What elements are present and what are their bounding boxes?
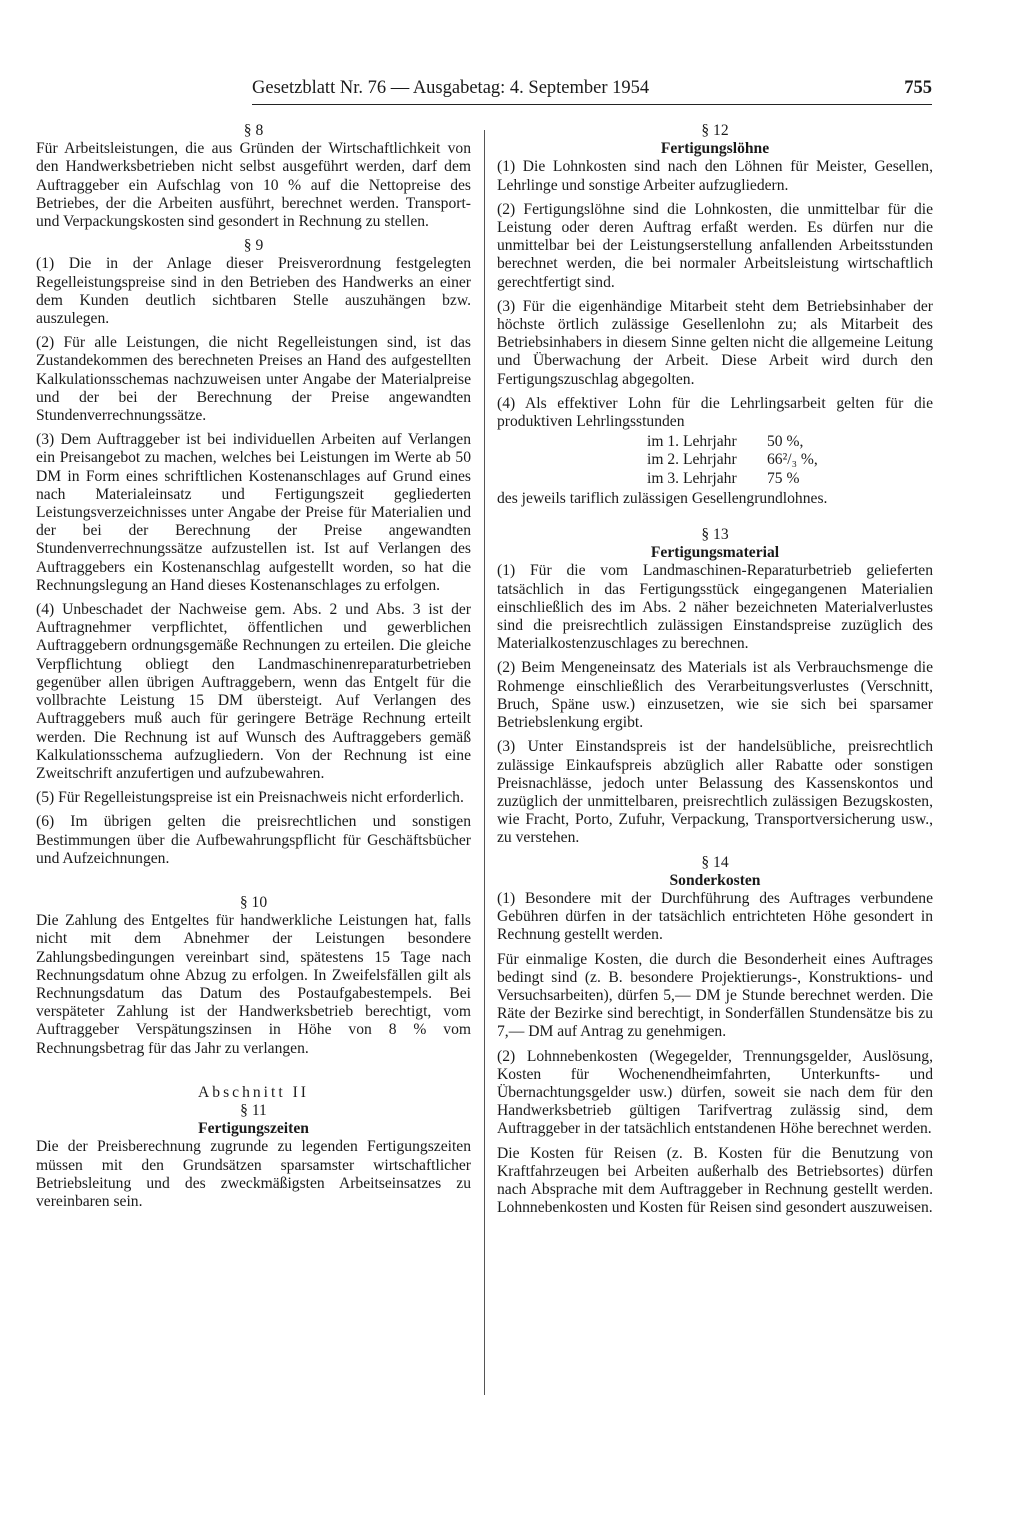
section-14-title: Sonderkosten <box>669 871 761 889</box>
column-divider <box>484 130 485 1395</box>
section-13-paragraph-2: (2) Beim Mengeneinsatz des Materials ist als Verbrauchsmenge die Rohmenge einschließlich des Verarbeitungsverlustes (Verschnitt, Bruch, Späne usw.) einzusetzen, wie sie sich bei sparsamer Betriebslenkung ergibt. <box>497 659 933 732</box>
section-9-heading: § 9 <box>243 237 264 255</box>
rate-value: 50 %, <box>767 433 804 451</box>
page-number: 755 <box>904 78 932 98</box>
section-9-paragraph-6: (6) Im übrigen gelten die preisrechtlichen und sonstigen Bestimmungen über die Aufbewahrungspflicht für Geschäftsbücher und Aufzeichnungen. <box>36 813 471 867</box>
section-8-paragraph: Für Arbeitsleistungen, die aus Gründen der Wirtschaftlichkeit von den Handwerksbetrieben nicht selbst ausgeführt werden, darf dem Auftraggeber ein Aufschlag von 10 % auf die Nettopreise des Betriebes, der die Arbeiten ausführt, berechnet werden. Transport- und Verpackungskosten sind gesondert in Rechnung zu stellen. <box>36 140 471 231</box>
rate-label: im 2. Lehrjahr <box>647 451 737 469</box>
right-column <box>497 122 933 1223</box>
section-12-paragraph-1: (1) Die Lohnkosten sind nach den Löhnen für Meister, Gesellen, Lehrlinge und sonstige Arbeiter aufzugliedern. <box>497 158 933 194</box>
rate-row <box>647 470 933 488</box>
section-8-heading: § 8 <box>243 122 264 139</box>
section-14-paragraph-1: (1) Besondere mit der Durchführung des Auftrages verbundene Gebühren dürfen in der tatsächlich entrichteten Höhe gesondert in Rechnung gestellt werden. <box>497 889 933 944</box>
section-14-paragraph-2: Für einmalige Kosten, die durch die Besonderheit eines Auftrages bedingt sind (z. B. besondere Projektierungs-, Konstruktions- und Versuchsarbeiten), dürfen 5,— DM je Stunde berechnet werden. Die Räte der Bezirke sind berechtigt, in Sonderfällen Stundensätze bis zu 7,— DM auf Antrag zu genehmigen. <box>497 950 933 1041</box>
section-12-paragraph-4: (4) Als effektiver Lohn für die Lehrlingsarbeit gelten für die produktiven Lehrlingsstunden <box>497 394 933 431</box>
rate-label: im 3. Lehrjahr <box>647 469 737 487</box>
page-header <box>252 78 932 104</box>
left-column <box>36 122 471 1217</box>
section-10-heading: § 10 <box>239 893 268 911</box>
section-13-paragraph-3: (3) Unter Einstandspreis ist der handelsübliche, preisrechtlich zulässige Einkaufspreis abzüglich aller Rabatte oder sonstigen Preisnachlässe, jedoch unter Belassung des Kassenskontos und zuzüglich der unmittelbaren, preisrechtlich zulässigen Bezugskosten, wie Fracht, Porto, Zufuhr, Verpackung, Transportversicherung usw., zu verstehen. <box>497 738 933 847</box>
section-11-heading: § 11 <box>240 1101 267 1119</box>
section-12-paragraph-4-end: des jeweils tariflich zulässigen Gesellengrundlohnes. <box>497 489 828 507</box>
section-14-paragraph-4: Die Kosten für Reisen (z. B. Kosten für die Benutzung von Kraftfahrzeugen bei Arbeiten außerhalb des Betriebsortes) dürfen nach Absprache mit dem Auftraggeber in Rechnung gestellt werden. Lohnnebenkosten und Kosten für Reisen sind gesondert auszuweisen. <box>497 1144 933 1217</box>
section-13-paragraph-1: (1) Für die vom Landmaschinen-Reparaturbetrieb gelieferten tatsächlich in das Fertigungsstück eingegangenen Materialien einschließlich des im Abs. 2 näher bezeichneten Materialverlustes sind die preisrechtlich zulässigen Einstandspreise zuzüglich des Materialkostenzuschlages zu berechnen. <box>497 562 933 653</box>
section-12-paragraph-3: (3) Für die eigenhändige Mitarbeit steht dem Betriebsinhaber der höchste örtlich zulässige Gesellenlohn zu; als Mitarbeit des Betriebsinhabers in diesem Sinne gelten nicht die allgemeine Leitung und Überwachung der Arbeit. Diese Arbeit wird durch den Fertigungszuschlag abgegolten. <box>497 297 933 388</box>
apprentice-rates <box>647 433 933 488</box>
section-14-paragraph-3: (2) Lohnnebenkosten (Wegegelder, Trennungsgelder, Auslösung, Kosten für Wochenendheimfahrten, Unterkunfts- und Übernachtungsgelder usw.) dürfen, soweit sie nach dem für den Handwerksbetrieb gültigen Tarifvertrag zulässig sind, dem Auftraggeber in der tatsächlich entstandenen Höhe berechnet werden. <box>497 1047 933 1138</box>
section-9-paragraph-1: (1) Die in der Anlage dieser Preisverordnung festgelegten Regelleistungspreise sind in den Betrieben des Handwerks an einer dem Kunden deutlich sichtbaren Stelle auszuhängen bzw. auszulegen. <box>36 255 471 328</box>
section-11-paragraph: Die der Preisberechnung zugrunde zu legenden Fertigungszeiten müssen mit den Grundsätzen sparsamster wirtschaftlicher Betriebsleitung und des zweckmäßigsten Arbeitseinsatzes zu vereinbaren sein. <box>36 1138 471 1210</box>
rate-label: im 1. Lehrjahr <box>647 433 737 451</box>
rate-row <box>647 433 933 451</box>
section-12-title: Fertigungslöhne <box>660 140 770 158</box>
part-heading: Abschnitt II <box>198 1083 309 1101</box>
section-9-paragraph-4: (4) Unbeschadet der Nachweise gem. Abs. 2 und Abs. 3 ist der Auftragnehmer verpflichtet, öffentlichen und gewerblichen Auftraggebern ordnungsgemäße Rechnungen zu erteilen. Die gleiche Verpflichtung obliegt den Landmaschinenreparaturbetrieben gegenüber allen übrigen Auftraggebern, wenn das Entgelt für die vollbrachte Leistung 15 DM übersteigt. Auf Verlangen des Auftraggebers muß auch für geringere Beträge Rechnung erteilt werden. Die Rechnung ist auf Wunsch des Auftraggebers gemäß Kalkulationsschema aufzugliedern. Von der Rechnung ist eine Zweitschrift anzufertigen und aufzubewahren. <box>36 601 471 782</box>
section-13-heading: § 13 <box>701 526 729 544</box>
header-title: Gesetzblatt Nr. 76 — Ausgabetag: 4. September 1954 <box>252 78 650 98</box>
section-11-title: Fertigungszeiten <box>198 1120 309 1138</box>
rate-value: 66²/₃ %, <box>767 451 818 469</box>
section-12-paragraph-2: (2) Fertigungslöhne sind die Lohnkosten, die unmittelbar für die Leistung oder deren Auftrag erfaßt werden. Es dürfen nur die unmittelbar bei der Leistungserstellung anfallenden Arbeitsstunden berechnet werden, die bei normaler Arbeitsleistung wirtschaftlich gerechtfertigt sind. <box>497 200 933 291</box>
section-12-heading: § 12 <box>701 122 729 139</box>
section-9-paragraph-2: (2) Für alle Leistungen, die nicht Regelleistungen sind, ist das Zustandekommen des berechneten Preises an Hand des aufgestellten Kalkulationsschemas nachzuweisen unter Angabe der Materialpreise und der bei der Berechnung der Preise angewandten Stundenverrechnungssätze. <box>36 334 471 425</box>
section-9-paragraph-3: (3) Dem Auftraggeber ist bei individuellen Arbeiten auf Verlangen ein Preisangebot zu machen, welches bei Leistungen im Werte ab 50 DM in Form eines schriftlichen Kostenanschlages auf Grund eines nach Materialeinsatz und Fertigungszeit gegliederten Leistungsverzeichnisses unter Angabe der Preise für Materialien und der bei der Berechnung der Preise angewandten Stundenverrechnungssätze aufzustellen ist. Ist auf Verlangen des Auftraggebers ein Kostenanschlag aufgestellt worden, so hat die Rechnungslegung an Hand dieses Kostenanschlages zu erfolgen. <box>36 431 471 594</box>
section-10-paragraph: Die Zahlung des Entgeltes für handwerkliche Leistungen hat, falls nicht mit dem Abnehmer der Leistungen besondere Zahlungsbedingungen vereinbart sind, spätestens 15 Tage nach Rechnungsdatum ohne Abzug zu erfolgen. In Zweifelsfällen gilt als Rechnungsdatum das Datum des Postaufgabestempels. Bei verspäteter Zahlung ist der Handwerksbetrieb berechtigt, vom Auftraggeber Verspätungszinsen in Höhe von 8 % vom Rechnungsbetrag für das Jahr zu verlangen. <box>36 912 471 1057</box>
rate-row <box>647 451 933 469</box>
section-9-paragraph-5: (5) Für Regelleistungspreise ist ein Preisnachweis nicht erforderlich. <box>36 789 464 807</box>
header-rule <box>252 104 932 105</box>
section-13-title: Fertigungsmaterial <box>650 544 780 562</box>
section-14-heading: § 14 <box>701 853 729 871</box>
rate-value: 75 % <box>767 469 800 487</box>
